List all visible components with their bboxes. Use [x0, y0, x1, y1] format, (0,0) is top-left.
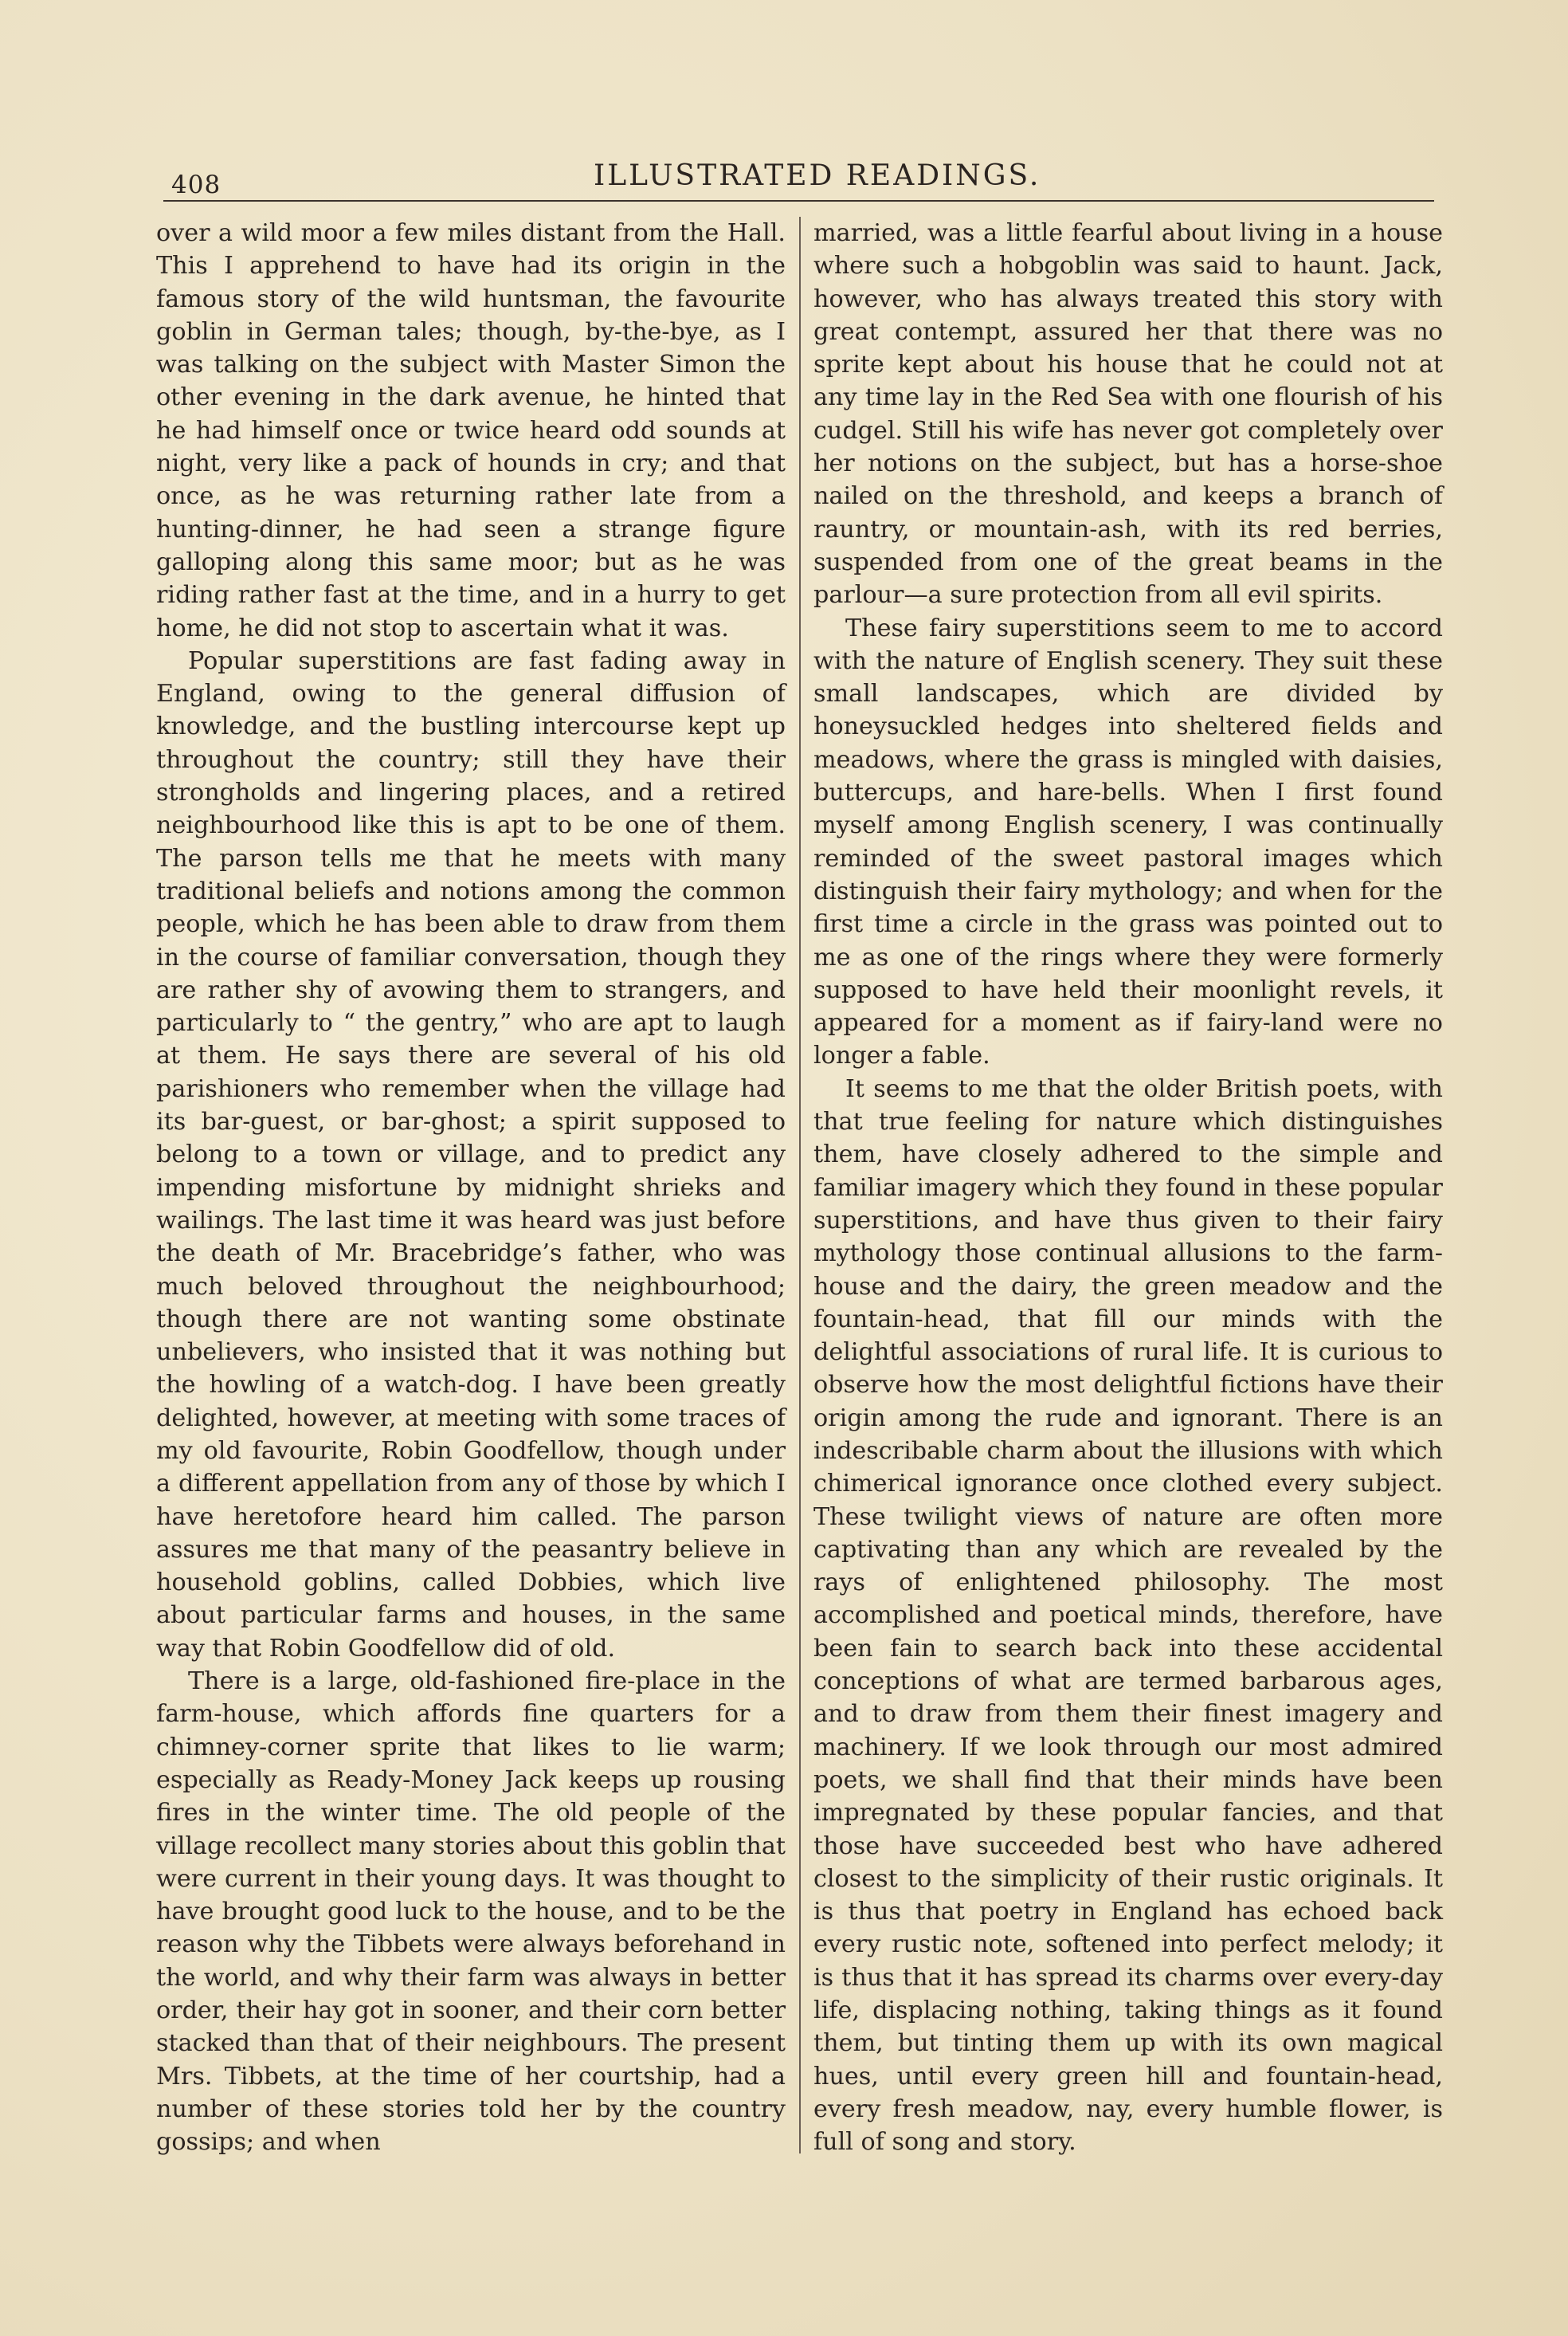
paragraph: Popular superstitions are fast fading away in England, owing to the general diffusion of knowledge, and the bustling intercourse kept up throughout the country; still they have their strongholds and lingering places, and a retired neighbourhood like this is apt to be one of them. The parson tells me that he meets with many traditional beliefs and notions among the common people, which he has been able to draw from them in the course of familiar conversation, though they are rather shy of avowing them to strangers, and particularly to “ the gentry,” who are apt to laugh at them. He says there are several of his old parishioners who remember when the village had its bar-guest, or bar-ghost; a spirit supposed to belong to a town or village, and to predict any impending misfortune by midnight shrieks and wailings. The last time it was heard was just before the death of Mr. Bracebridge’s father, who was much beloved throughout the neighbourhood; though there are not wanting some obstinate unbelievers, who insisted that it was nothing but the howling of a watch-dog. I have been greatly delighted, however, at meeting with some traces of my old favourite, Robin Goodfellow, though under a different appellation from any of those by which I have heretofore heard him called. The parson assures me that many of the peasantry believe in household goblins, called Dobbies, which live about particular farms and houses, in the same way that Robin Goodfellow did of old.	[156, 646, 786, 1663]
right-column	[813, 217, 1443, 2159]
paragraph: There is a large, old-fashioned fire-place in the farm-house, which affords fine quarters for a chimney-corner sprite that likes to lie warm; especially as Ready-Money Jack keeps up rousing fires in the winter time. The old people of the village recollect many stories about this goblin that were current in their young days. It was thought to have brought good luck to the house, and to be the reason why the Tibbets were always beforehand in the world, and why their farm was always in better order, their hay got in sooner, and their corn better stacked than that of their neighbours. The present Mrs. Tibbets, at the time of her courtship, had a number of these stories told her by the country gossips; and when	[156, 1667, 786, 2157]
paragraph: It seems to me that the older British poets, with that true feeling for nature which distinguishes them, have closely adhered to the simple and familiar imagery which they found in these popular superstitions, and have thus given to their fairy mythology those continual allusions to the farm-house and the dairy, the green meadow and the fountain-head, that fill our minds with the delightful associations of rural life. It is curious to observe how the most delightful fictions have their origin among the rude and ignorant. There is an indescribable charm about the illusions with which chimerical ignorance once clothed every subject. These twilight views of nature are often more captivating than any which are revealed by the rays of enlightened philosophy. The most accomplished and poetical minds, therefore, have been fain to search back into these accidental conceptions of what are termed barbarous ages, and to draw from them their finest imagery and machinery. If we look through our most admired poets, we shall find that their minds have been impregnated by these popular fancies, and that those have succeeded best who have adhered closest to the simplicity of their rustic originals. It is thus that poetry in England has echoed back every rustic note, softened into perfect melody; it is thus that it has spread its charms over every-day life, displacing nothing, taking things as it found them, but tinting them up with its own magical hues, until every green hill and fountain-head, every fresh meadow, nay, every humble flower, is full of song and story.	[813, 1074, 1443, 2157]
paragraph: These fairy superstitions seem to me to accord with the nature of English scenery. They suit these small landscapes, which are divided by honeysuckled hedges into sheltered fields and meadows, where the grass is mingled with daisies, buttercups, and hare-bells. When I first found myself among English scenery, I was continually reminded of the sweet pastoral images which distinguish their fairy mythology; and when for the first time a circle in the grass was pointed out to me as one of the rings where they were formerly supposed to have held their moonlight revels, it appeared for a moment as if fairy-land were no longer a fable.	[813, 614, 1443, 1070]
page-number: 408	[171, 171, 221, 199]
column-divider	[799, 217, 801, 2153]
paragraph: over a wild moor a few miles distant from the Hall. This I apprehend to have had its origin in the famous story of the wild huntsman, the favourite goblin in German tales; though, by-the-bye, as I was talking on the subject with Master Simon the other evening in the dark avenue, he hinted that he had himself once or twice heard odd sounds at night, very like a pack of hounds in cry; and that once, as he was returning rather late from a hunting-dinner, he had seen a strange figure galloping along this same moor; but as he was riding rather fast at the time, and in a hurry to get home, he did not stop to ascertain what it was.	[156, 219, 786, 642]
header-rule	[163, 200, 1434, 202]
left-column	[156, 217, 786, 2159]
paragraph: married, was a little fearful about living in a house where such a hobgoblin was said to haunt. Jack, however, who has always treated this story with great contempt, assured her that there was no sprite kept about his house that he could not at any time lay in the Red Sea with one flourish of his cudgel. Still his wife has never got completely over her notions on the subject, but has a horse-shoe nailed on the threshold, and keeps a branch of rauntry, or mountain-ash, with its red berries, suspended from one of the great beams in the parlour—a sure protection from all evil spirits.	[813, 219, 1443, 610]
running-title: ILLUSTRATED READINGS.	[594, 159, 1041, 192]
page-header	[163, 159, 1438, 199]
